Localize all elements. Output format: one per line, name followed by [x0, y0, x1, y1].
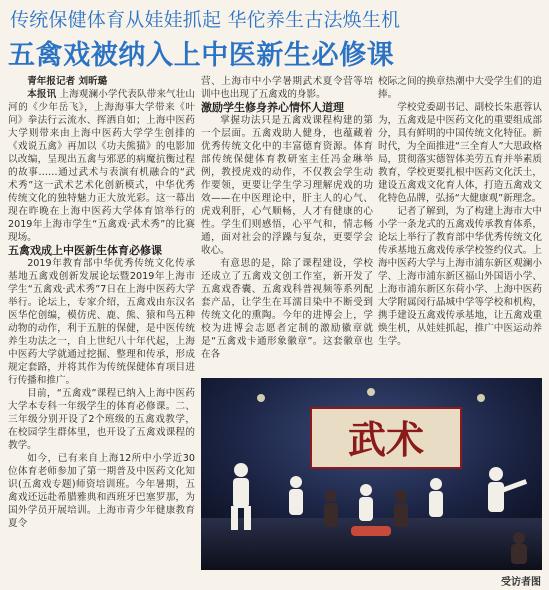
lead-paragraph: [8, 88, 195, 244]
paragraph: 2019年教育部中华优秀传统文化传承基地五禽戏创新发展论坛暨2019年上海市学生“五禽戏·武术秀”7日在上海中医药大学举行。论坛上，专家介绍，五禽戏由东汉名医华佗创编，模仿虎、鹿、熊、猿和鸟五种动物的动作，利于五脏的保健，是中医传统养生功法之一，自上世纪八十年代起，上海中医药大学就通过挖掘、整理和传承，形成规定套路，并将其作为传统保健体育项目进行传播和推广。: [8, 258, 195, 386]
article-column-1: [8, 75, 195, 585]
paragraph: 有意思的是，除了课程建设，学校还成立了五禽戏文创工作室，新开发了五禽戏香囊、五禽戏科普视频等系列配套产品，让学生在耳濡目染中不断受到传统文化的熏陶。今年的进博会上，学校为进博会志愿者定制的激励徽章就是“五禽戏卡通形象徽章”。这套徽章也在各: [201, 258, 373, 360]
stage-scene-image: [201, 378, 542, 570]
banner-text: 武术: [347, 417, 425, 462]
paragraph: 营、上海市中小学暑期武术夏令营等培训中也出现了五禽戏的身影。: [201, 76, 373, 100]
performance-photo: [201, 378, 542, 570]
paragraph: 学校党委副书记、副校长朱惠蓉认为，五禽戏是中医药文化的重要组成部分，具有鲜明的中国传统文化特征。新时代，为全面推进“三全育人”大思政格局，贯彻落实德智体美劳五育并举素质教育，学校更要扎根中医药文化沃土，建设五禽戏文化育人体，打造五禽戏文化特色品牌，弘扬“大健康观”新理念。: [378, 102, 542, 204]
paragraph: 如今，已有来自上海12所中小学近30位体育老师参加了第一期普及中医药文化知识(五禽戏专题)师资培训班。今年暑期，五禽戏还远赴希腊雅典和西班牙巴塞罗那，为国外学员开展培训。上海市青少年健康教育夏令: [8, 453, 195, 529]
photo-credit: 受访者图: [501, 577, 541, 588]
headline: 五禽戏被纳入上中医新生必修课: [8, 40, 395, 71]
subhead-2: 激励学生修身养心情怀人道理: [201, 101, 344, 114]
byline: 青年报记者 刘昕璐: [27, 76, 108, 87]
kicker: 传统保健体育从娃娃抓起 华佗养生古法焕生机: [10, 9, 401, 31]
paragraph: 掌握功法只是五禽戏课程构建的第一个层面。五禽戏助人健身，也蕴藏着优秀传统文化中的丰富德育资源。体育部传统保健体育教研室主任冯金琳举例，教授虎戏的动作，不仅教会学生动作要领，更要让学生学习理解虎戏的功效——在中医理论中，肝主人的心气、虎戏利肝，心气顺畅，人才有健康的心性。学生们则感悟，心平气和，情志畅通，面对社会的浮躁与复杂，更要学会收心。: [201, 115, 373, 256]
lead-text: 上海观澜小学代表队带来气壮山河的《少年岳飞》，上海海事大学带来《叶问》拳法行云流水、挥洒自如；上海中医药大学则带来由上海中医药大学学生创排的《戏说五禽》再加以《功夫熊猫》的电影加以改编，呈现出五禽与邪恶的病魔抗衡过程的故事……通过武术与表演有机融合的“武术秀”这一武术艺术化创新模式，中华优秀传统文化的独特魅力正大放光彩。这一幕出现在昨晚在上海中医药大学体育馆举行的2019年上海市学生“五禽戏·武术秀”的比赛现场。: [8, 89, 195, 243]
lead-label: 本报讯: [27, 89, 57, 100]
paragraph: 目前，“五禽戏”课程已纳入上海中医药大学本专科一年级学生的体育必修课。二、三年级分别开设了2个班级的五禽戏教学，在校园学生群体里，也开设了五禽戏课程的教学。: [8, 388, 195, 451]
paragraph: 校际之间的换章热潮中大受学生们的追捧。: [378, 76, 542, 100]
subhead-1: 五禽戏成上中医新生体育必修课: [8, 244, 162, 257]
paragraph: 记者了解到，为了构建上海市大中小学一条龙式的五禽戏传承教育体系，论坛上举行了教育部中华优秀传统文化传承基地五禽戏传承学校签约仪式。上海中医药大学与上海市浦东新区观澜小学、上海市浦东新区福山外国语小学、上海市浦东新区东荷小学、上海中医药大学附属闵行晶城中学等学校和机构，携手建设五禽戏传承基地，让五禽戏重焕生机，从娃娃抓起，推广中医运动养生学。: [378, 206, 542, 347]
article-column-3: [378, 75, 542, 375]
article-column-2: [201, 75, 373, 375]
